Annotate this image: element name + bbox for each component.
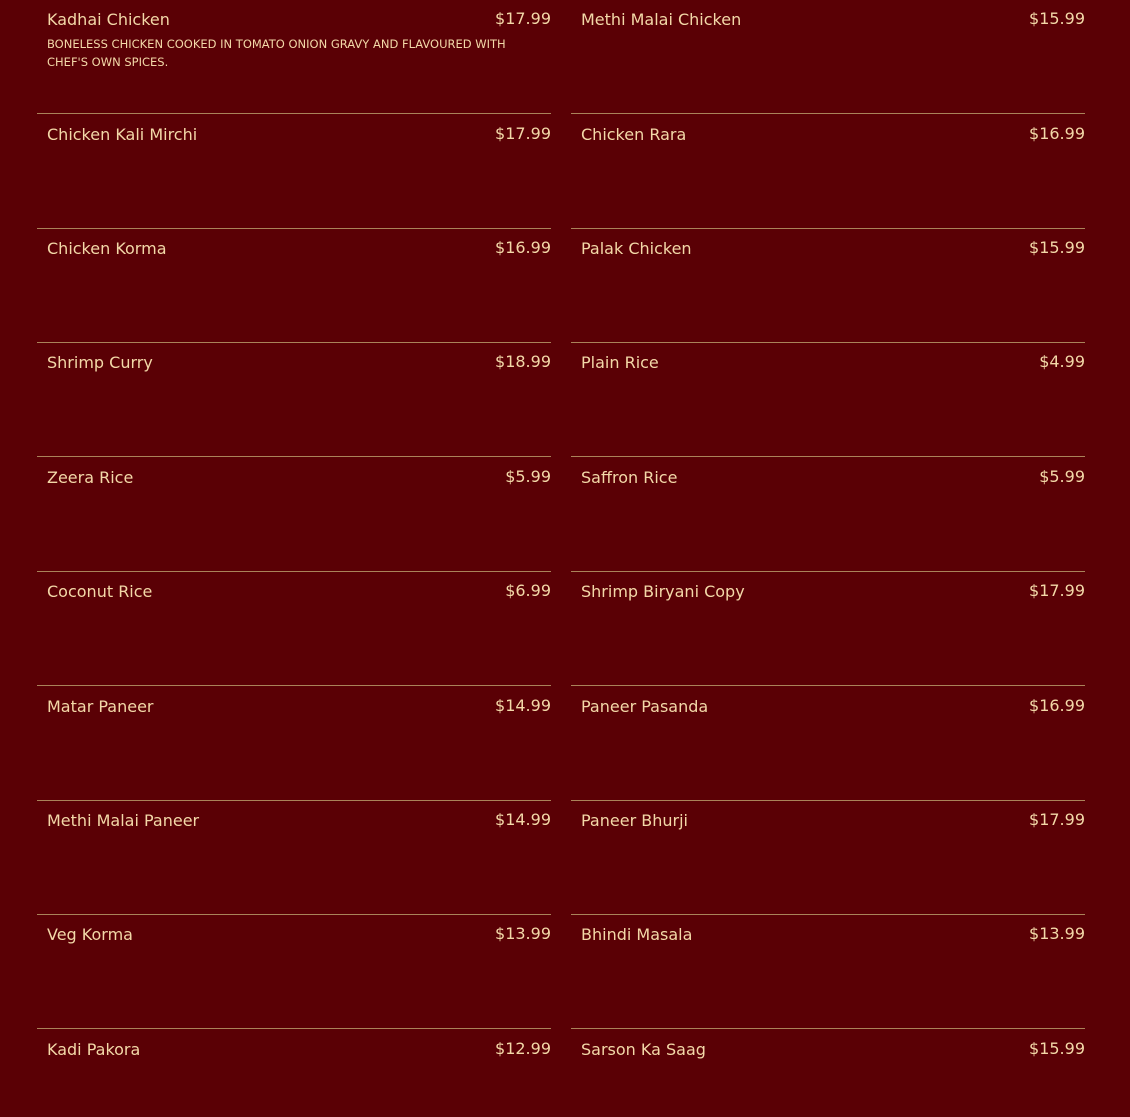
menu-item[interactable] — [37, 801, 551, 915]
menu-item-price: $13.99 — [495, 924, 551, 943]
menu-item[interactable] — [37, 458, 551, 572]
divider — [571, 113, 1085, 114]
menu-item-price: $5.99 — [505, 467, 551, 486]
menu-item[interactable] — [571, 0, 1085, 114]
menu-item-name: Kadhai Chicken — [47, 10, 170, 29]
menu-item-name: Kadi Pakora — [47, 1040, 141, 1059]
menu-item[interactable] — [37, 1030, 551, 1117]
menu-item-name: Zeera Rice — [47, 468, 134, 487]
menu-item-name: Paneer Pasanda — [581, 697, 709, 716]
menu-item-name: Veg Korma — [47, 925, 133, 944]
menu-item-name: Methi Malai Paneer — [47, 811, 200, 830]
menu-item-price: $17.99 — [495, 9, 551, 28]
menu-item[interactable] — [37, 343, 551, 457]
menu-item-price: $15.99 — [1029, 9, 1085, 28]
menu-item-price: $16.99 — [1029, 124, 1085, 143]
menu-item[interactable] — [571, 687, 1085, 801]
divider — [37, 685, 551, 686]
menu-item-name: Paneer Bhurji — [581, 811, 688, 830]
menu-item-name: Coconut Rice — [47, 582, 153, 601]
menu-item-name: Palak Chicken — [581, 239, 692, 258]
menu-item-price: $6.99 — [505, 581, 551, 600]
menu-item[interactable] — [571, 458, 1085, 572]
menu-item-price: $4.99 — [1039, 352, 1085, 371]
menu-item-name: Shrimp Biryani Copy — [581, 582, 745, 601]
menu-item-price: $18.99 — [495, 352, 551, 371]
menu-item-price: $5.99 — [1039, 467, 1085, 486]
menu-item-price: $12.99 — [495, 1039, 551, 1058]
menu-item-name: Matar Paneer — [47, 697, 154, 716]
menu-item[interactable] — [571, 915, 1085, 1029]
menu-item[interactable] — [37, 687, 551, 801]
menu-item[interactable] — [37, 115, 551, 229]
menu-item-price: $14.99 — [495, 810, 551, 829]
menu-item[interactable] — [571, 229, 1085, 343]
menu-item-price: $14.99 — [495, 696, 551, 715]
menu-item-price: $17.99 — [1029, 810, 1085, 829]
menu-item[interactable] — [37, 572, 551, 686]
menu-item[interactable] — [571, 1030, 1085, 1117]
menu-item-name: Chicken Rara — [581, 125, 687, 144]
menu-item-name: Shrimp Curry — [47, 353, 153, 372]
menu-item[interactable] — [37, 229, 551, 343]
menu-item-name: Plain Rice — [581, 353, 659, 372]
menu-item-price: $15.99 — [1029, 238, 1085, 257]
menu-item-price: $16.99 — [1029, 696, 1085, 715]
menu-item-name: Methi Malai Chicken — [581, 10, 742, 29]
menu-item-price: $16.99 — [495, 238, 551, 257]
menu-item-price: $15.99 — [1029, 1039, 1085, 1058]
menu-item[interactable] — [571, 801, 1085, 915]
menu-item-price: $17.99 — [1029, 581, 1085, 600]
menu-item[interactable] — [571, 343, 1085, 457]
divider — [37, 113, 551, 114]
menu-item[interactable] — [37, 0, 551, 114]
menu-item[interactable] — [37, 915, 551, 1029]
menu-item-name: Sarson Ka Saag — [581, 1040, 706, 1059]
divider — [37, 456, 551, 457]
menu-item-price: $13.99 — [1029, 924, 1085, 943]
menu-item-description: BONELESS CHICKEN COOKED IN TOMATO ONION GRAVY AND FLAVOURED WITH CHEF'S OWN SPICES. — [47, 37, 506, 69]
menu-item-name: Chicken Korma — [47, 239, 167, 258]
divider — [571, 1028, 1085, 1029]
divider — [571, 685, 1085, 686]
divider — [571, 456, 1085, 457]
menu-item-name: Saffron Rice — [581, 468, 678, 487]
menu-item-name: Chicken Kali Mirchi — [47, 125, 198, 144]
menu-item-price: $17.99 — [495, 124, 551, 143]
menu-item-name: Bhindi Masala — [581, 925, 693, 944]
menu-item[interactable] — [571, 115, 1085, 229]
menu-item[interactable] — [571, 572, 1085, 686]
divider — [37, 1028, 551, 1029]
